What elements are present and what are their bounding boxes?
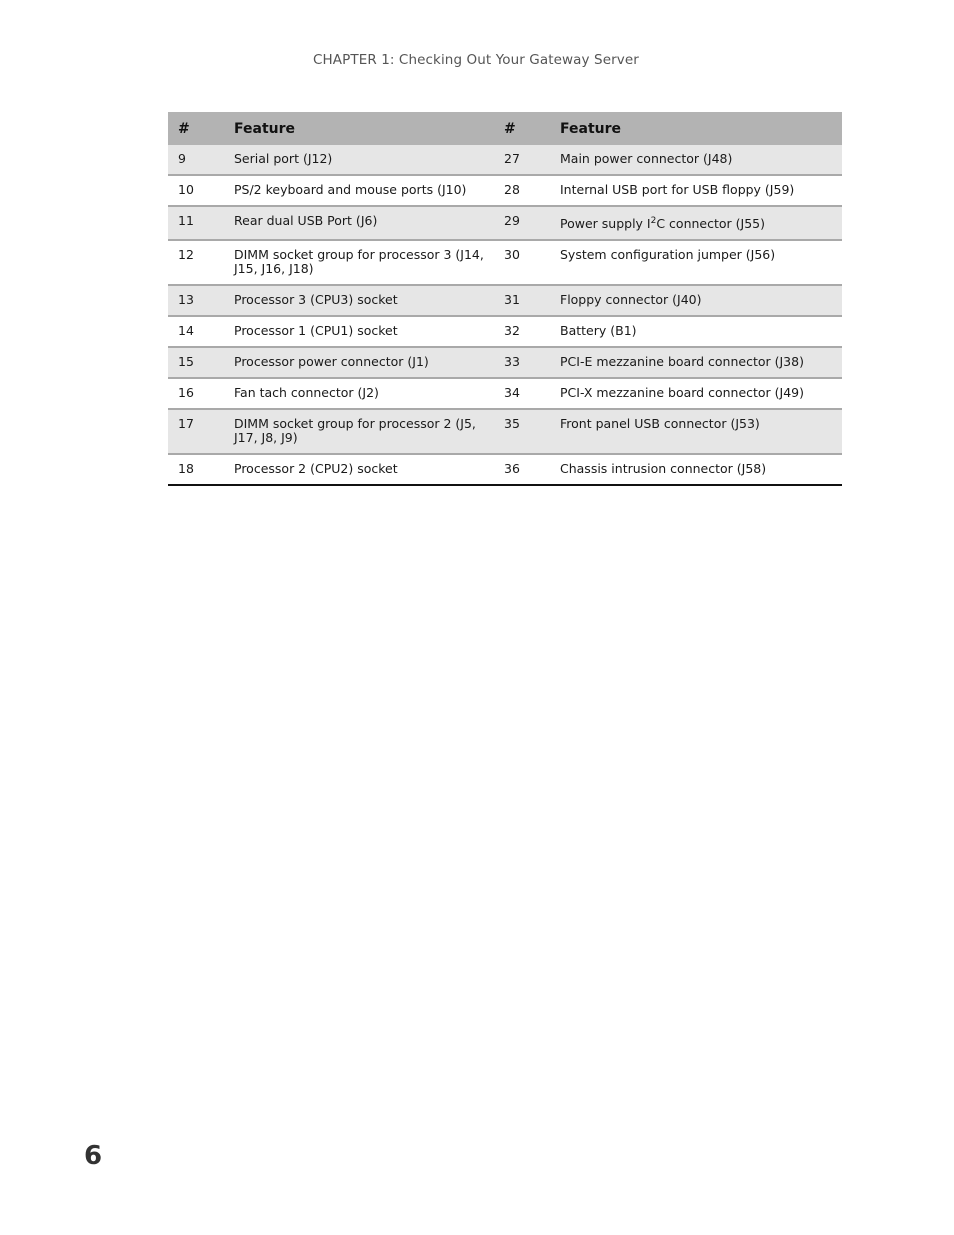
- row-feature-left: Rear dual USB Port (J6): [224, 206, 494, 240]
- row-feature-left: DIMM socket group for processor 2 (J5, J17, J8, J9): [224, 409, 494, 454]
- row-feature-right: PCI-E mezzanine board connector (J38): [550, 347, 842, 378]
- column-header-number-right: #: [494, 112, 550, 145]
- column-header-feature-right: Feature: [550, 112, 842, 145]
- table-row: [168, 409, 842, 454]
- row-number-right: 33: [494, 347, 550, 378]
- row-feature-left: Fan tach connector (J2): [224, 378, 494, 409]
- table-row: [168, 240, 842, 285]
- table-row: [168, 285, 842, 316]
- table-row: [168, 316, 842, 347]
- row-number-left: 9: [168, 145, 224, 175]
- row-number-right: 36: [494, 454, 550, 485]
- row-feature-right: Front panel USB connector (J53): [550, 409, 842, 454]
- feature-text-pre: Power supply I: [560, 216, 651, 232]
- row-number-right: 31: [494, 285, 550, 316]
- row-feature-left: Processor 3 (CPU3) socket: [224, 285, 494, 316]
- row-number-left: 11: [168, 206, 224, 240]
- row-feature-left: Processor 1 (CPU1) socket: [224, 316, 494, 347]
- row-feature-right: PCI-X mezzanine board connector (J49): [550, 378, 842, 409]
- row-number-left: 13: [168, 285, 224, 316]
- row-number-left: 10: [168, 175, 224, 206]
- table-row: [168, 175, 842, 206]
- feature-text-post: C connector (J55): [656, 216, 765, 232]
- row-feature-right: [550, 206, 842, 240]
- row-number-right: 34: [494, 378, 550, 409]
- row-feature-right: Battery (B1): [550, 316, 842, 347]
- row-feature-right: System configuration jumper (J56): [550, 240, 842, 285]
- row-number-left: 15: [168, 347, 224, 378]
- table-row: [168, 378, 842, 409]
- page-number: 6: [84, 1141, 103, 1171]
- row-feature-right: Chassis intrusion connector (J58): [550, 454, 842, 485]
- chapter-header: CHAPTER 1: Checking Out Your Gateway Server: [313, 52, 639, 68]
- table-row: [168, 206, 842, 240]
- row-number-left: 17: [168, 409, 224, 454]
- row-feature-left: DIMM socket group for processor 3 (J14, J15, J16, J18): [224, 240, 494, 285]
- row-number-right: 32: [494, 316, 550, 347]
- table-row: [168, 347, 842, 378]
- row-number-right: 30: [494, 240, 550, 285]
- row-number-right: 29: [494, 206, 550, 240]
- row-number-left: 12: [168, 240, 224, 285]
- row-number-right: 28: [494, 175, 550, 206]
- row-number-left: 16: [168, 378, 224, 409]
- table-header-row: [168, 112, 842, 145]
- row-number-right: 35: [494, 409, 550, 454]
- feature-table: [168, 112, 842, 486]
- row-feature-right: Main power connector (J48): [550, 145, 842, 175]
- row-number-right: 27: [494, 145, 550, 175]
- row-number-left: 14: [168, 316, 224, 347]
- row-number-left: 18: [168, 454, 224, 485]
- column-header-feature-left: Feature: [224, 112, 494, 145]
- row-feature-left: Processor 2 (CPU2) socket: [224, 454, 494, 485]
- column-header-number-left: #: [168, 112, 224, 145]
- superscript-two: 2: [650, 216, 657, 226]
- row-feature-left: PS/2 keyboard and mouse ports (J10): [224, 175, 494, 206]
- row-feature-left: Serial port (J12): [224, 145, 494, 175]
- table-row: [168, 454, 842, 485]
- row-feature-left: Processor power connector (J1): [224, 347, 494, 378]
- table-row: [168, 145, 842, 175]
- row-feature-right: Floppy connector (J40): [550, 285, 842, 316]
- row-feature-right: Internal USB port for USB floppy (J59): [550, 175, 842, 206]
